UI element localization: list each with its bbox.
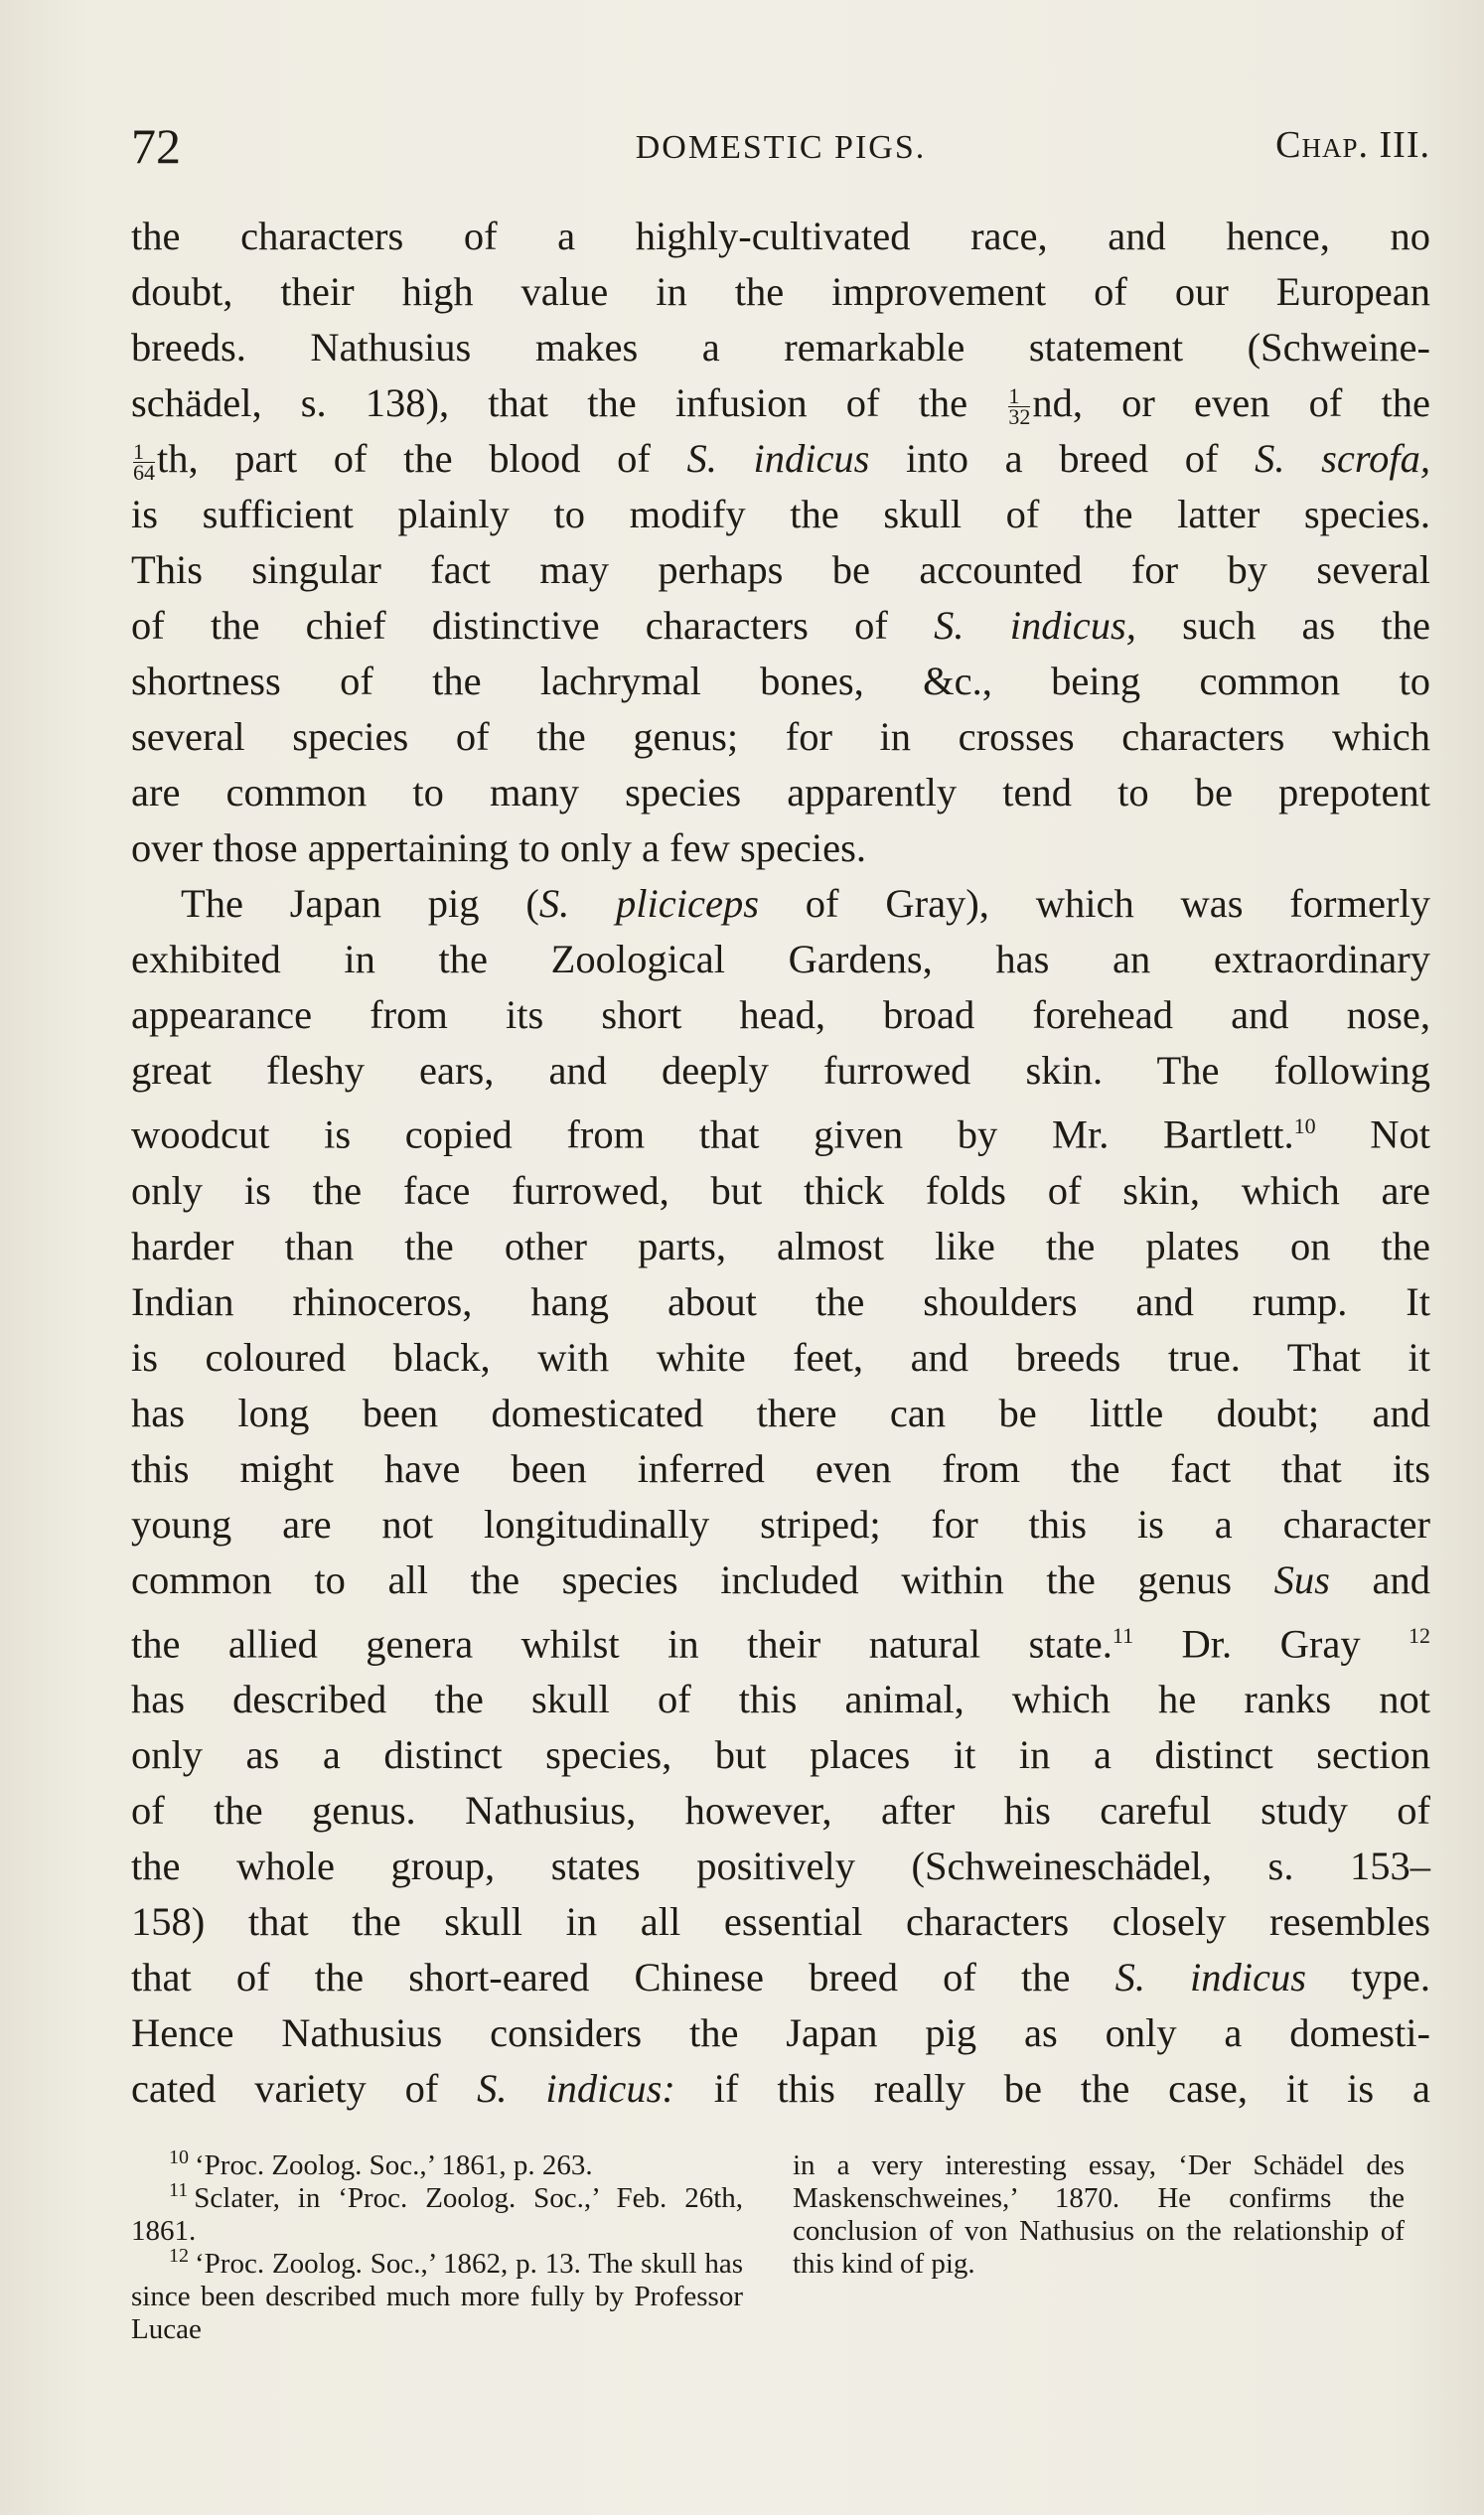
- text-segment: of Gray), which was formerly: [758, 881, 1430, 926]
- text-line: young are not longitudinally striped; for this is a character: [131, 1501, 1430, 1547]
- text-segment: nd, or even of the: [1032, 380, 1430, 425]
- paragraph: [131, 876, 1430, 932]
- text-line: 158) that the skull in all essential characters closely resembles: [131, 1899, 1430, 1944]
- text-segment: Dr. Gray: [1133, 1621, 1409, 1666]
- text-line: [131, 1553, 1430, 1608]
- text-line: several species of the genus; for in crosses characters which: [131, 714, 1430, 759]
- text-line: of the genus. Nathusius, however, after his careful study of: [131, 1788, 1430, 1833]
- text-line: [131, 431, 1430, 487]
- footnote-10: [131, 2146, 743, 2182]
- fraction-denominator: 32: [1008, 404, 1031, 429]
- footnote-number: 11: [169, 2179, 189, 2202]
- text-line: this might have been inferred even from the fact that its: [131, 1445, 1430, 1491]
- footnote-text: ‘Proc. Zoolog. Soc.,’ 1861, p. 263.: [195, 2149, 593, 2181]
- footnote-11: [131, 2179, 743, 2248]
- text-line: [131, 2061, 1430, 2117]
- text-line: great fleshy ears, and deeply furrowed skin. The following: [131, 1048, 1430, 1093]
- text-segment: that of the short-eared Chinese breed of the: [131, 1955, 1115, 1999]
- text-segment: Not: [1315, 1111, 1430, 1157]
- running-title: DOMESTIC PIGS.: [635, 129, 927, 166]
- paragraph-end: [131, 820, 1430, 876]
- text-line: harder than the other parts, almost like the plates on the: [131, 1223, 1430, 1268]
- text-line: shortness of the lachrymal bones, &c., being common to: [131, 659, 1430, 703]
- text-line: [131, 1950, 1430, 2005]
- text-segment: th, part of the blood of: [157, 436, 687, 481]
- species-name: S. indicus,: [934, 603, 1136, 648]
- text-line: doubt, their high value in the improvement of our European: [131, 269, 1430, 314]
- genus-name: Sus: [1273, 1556, 1330, 1602]
- footnote-number: 12: [169, 2245, 189, 2268]
- text-line: is sufficient plainly to modify the skull of the latter species.: [131, 492, 1430, 536]
- text-line: [131, 598, 1430, 654]
- text-segment: the allied genera whilst in their natural state.: [131, 1621, 1113, 1666]
- body-text: [131, 209, 1430, 2117]
- text-line: is coloured black, with white feet, and breeds true. That it: [131, 1334, 1430, 1380]
- page-header: [131, 117, 1430, 177]
- text-segment: type.: [1306, 1955, 1431, 1999]
- text-segment: into a breed of: [869, 436, 1256, 481]
- fraction: [133, 439, 155, 485]
- text-segment: if this really be the case, it is a: [674, 2066, 1431, 2111]
- text-line: has long been domesticated there can be little doubt; and: [131, 1390, 1430, 1435]
- footnote-text: ‘Proc. Zoolog. Soc.,’ 1862, p. 13. The skull has since been described much more fully by Professor Lucae: [131, 2248, 743, 2345]
- text-line: appearance from its short head, broad forehead and nose,: [131, 992, 1430, 1037]
- footnotes: [131, 2146, 1432, 2346]
- text-line: only as a distinct species, but places it in a distinct section: [131, 1732, 1430, 1777]
- text-line: Indian rhinoceros, hang about the shoulders and rump. It: [131, 1278, 1430, 1324]
- text-line: the whole group, states positively (Schweineschädel, s. 153–: [131, 1844, 1430, 1888]
- footnote-12-continued: in a very interesting essay, ‘Der Schädel des Maskenschweines,’ 1870. He confirms the conclusion of von Nathusius on the relationship of this kind of pig.: [793, 2149, 1405, 2280]
- text-line: This singular fact may perhaps be accounted for by several: [131, 547, 1430, 592]
- text-segment: of the chief distinctive characters of: [131, 603, 935, 648]
- text-line: breeds. Nathusius makes a remarkable statement (Schweine-: [131, 325, 1430, 370]
- text-line: [131, 375, 1430, 431]
- text-line: over those appertaining to only a few species.: [131, 825, 867, 870]
- text-segment: and: [1329, 1556, 1430, 1602]
- text-line: has described the skull of this animal, which he ranks not: [131, 1677, 1430, 1721]
- footnote-text: Sclater, in ‘Proc. Zoolog. Soc.,’ Feb. 26th, 1861.: [131, 2182, 743, 2247]
- species-name: S. scrofa,: [1255, 436, 1430, 481]
- text-line: [131, 1099, 1430, 1163]
- text-line: are common to many species apparently tend to be prepotent: [131, 770, 1430, 814]
- footnote-number: 10: [169, 2146, 189, 2169]
- footnote-12: [131, 2245, 743, 2346]
- footnote-ref[interactable]: 10: [1293, 1113, 1316, 1138]
- footnote-ref[interactable]: 12: [1409, 1622, 1430, 1648]
- footnotes-left-column: [131, 2146, 743, 2346]
- text-segment: The Japan pig (: [181, 881, 539, 926]
- fraction-denominator: 64: [133, 460, 155, 485]
- text-segment: schädel, s. 138), that the infusion of the: [131, 380, 1007, 425]
- fraction-numerator: 1: [133, 442, 155, 463]
- species-name: S. indicus:: [477, 2066, 675, 2111]
- chapter-label: Chap. III.: [1275, 124, 1430, 166]
- fraction: [1008, 383, 1031, 429]
- text-segment: cated variety of: [131, 2066, 478, 2111]
- fraction-numerator: 1: [1008, 386, 1030, 407]
- text-line: [131, 1608, 1430, 1673]
- text-segment: woodcut is copied from that given by Mr. Bartlett.: [131, 1111, 1294, 1157]
- footnote-ref[interactable]: 11: [1112, 1622, 1134, 1648]
- species-name: S. indicus: [1114, 1955, 1307, 1999]
- paragraph: [131, 209, 1430, 820]
- text-segment: common to all the species included within the genus: [131, 1556, 1274, 1602]
- footnotes-right-column: [793, 2149, 1405, 2346]
- paragraph: [131, 932, 1430, 2117]
- text-line: [131, 876, 1430, 932]
- text-segment: such as the: [1135, 603, 1431, 648]
- text-line: Hence Nathusius considers the Japan pig as only a domesti-: [131, 2010, 1430, 2055]
- species-name: S. indicus: [686, 436, 870, 481]
- text-line: only is the face furrowed, but thick folds of skin, which are: [131, 1167, 1430, 1213]
- text-line: the characters of a highly-cultivated race, and hence, no: [131, 214, 1430, 258]
- page-number: 72: [131, 118, 181, 174]
- species-name: S. pliciceps: [538, 881, 759, 926]
- text-line: exhibited in the Zoological Gardens, has an extraordinary: [131, 937, 1430, 981]
